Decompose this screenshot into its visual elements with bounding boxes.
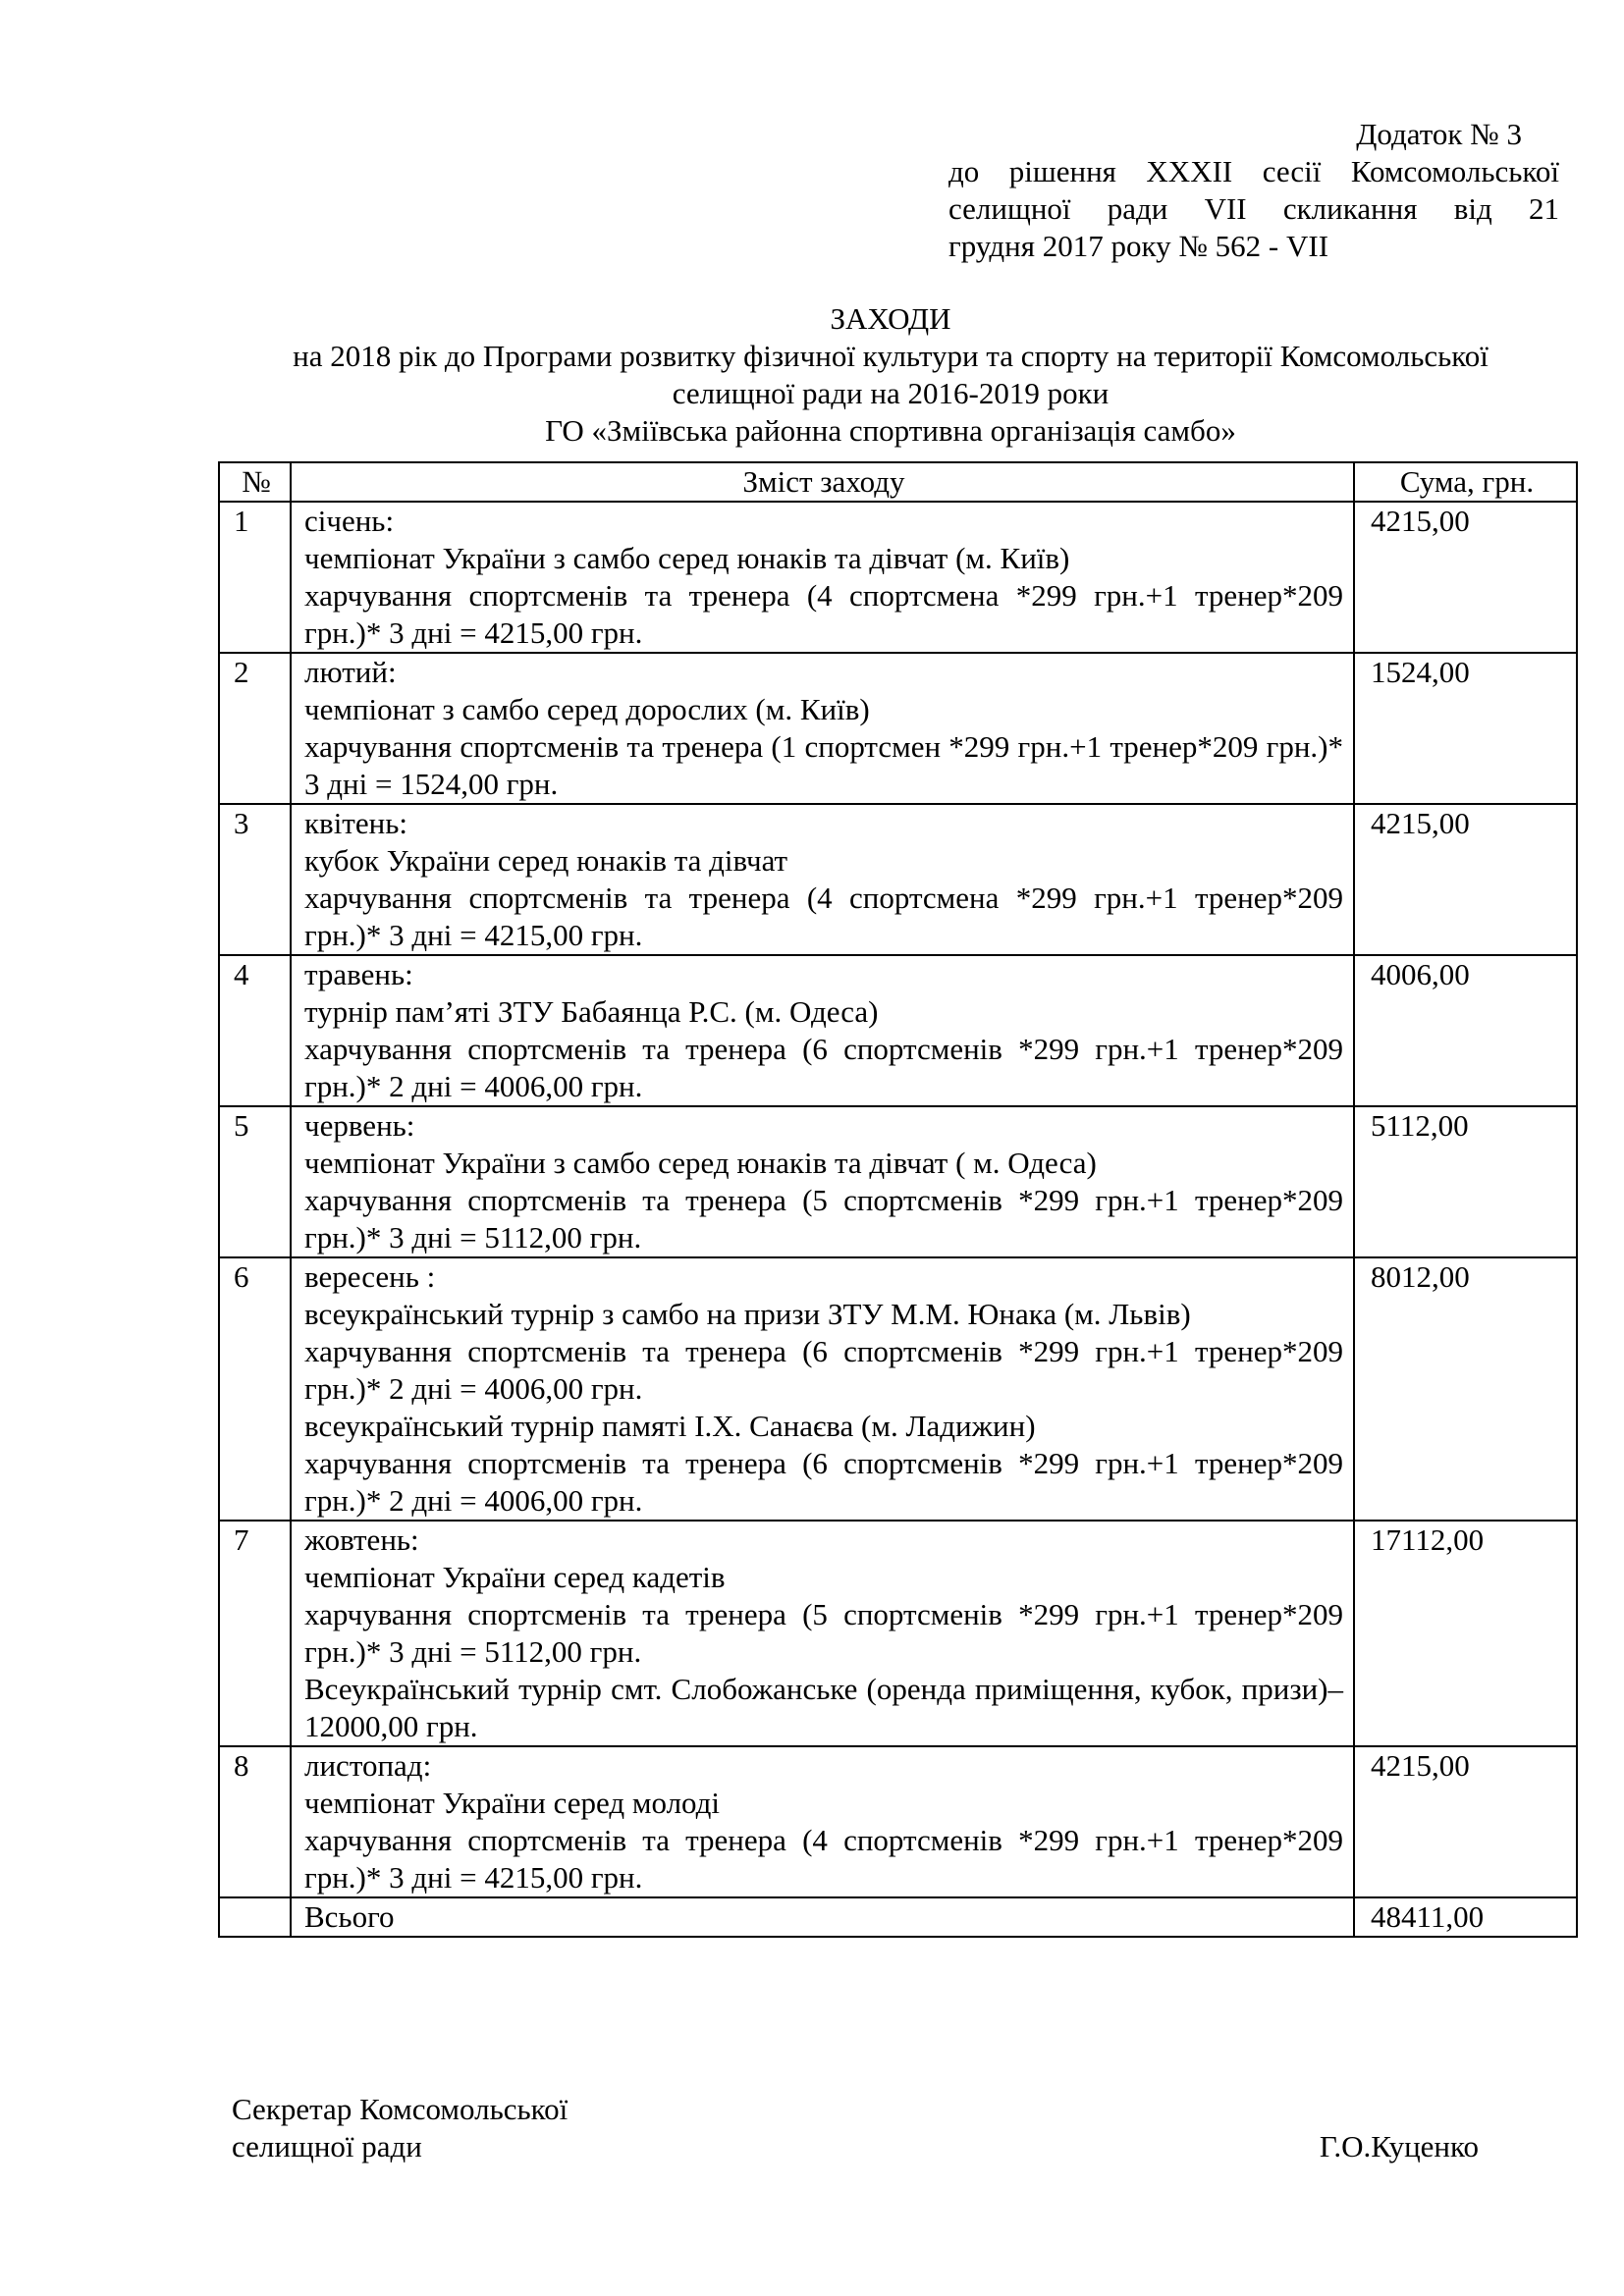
title-line: селищної ради на 2016-2019 роки — [672, 376, 1110, 410]
row-detail-line: кубок України серед юнаків та дівчат — [304, 843, 788, 878]
row-content — [291, 955, 1354, 1106]
row-detail-line: харчування спортсменів та тренера (5 спортсменів *299 грн.+1 тренер*209 грн.)* 3 дні = 5112,00 грн. — [304, 1597, 1343, 1669]
table-row — [219, 955, 1577, 1106]
row-month: вересень : — [304, 1259, 436, 1294]
title-heading: ЗАХОДИ — [830, 301, 951, 336]
row-content — [291, 1521, 1354, 1746]
total-number-cell — [219, 1897, 291, 1937]
row-content — [291, 804, 1354, 955]
header-content: Зміст заходу — [291, 462, 1354, 502]
row-number: 7 — [219, 1521, 291, 1746]
row-sum: 1524,00 — [1354, 653, 1577, 804]
table-row — [219, 653, 1577, 804]
document-title — [218, 300, 1563, 450]
row-number: 5 — [219, 1106, 291, 1257]
table-row — [219, 1746, 1577, 1897]
total-row — [219, 1897, 1577, 1937]
row-sum: 4215,00 — [1354, 1746, 1577, 1897]
row-detail-line: чемпіонат України з самбо серед юнаків та дівчат ( м. Одеса) — [304, 1146, 1097, 1180]
signature-title: селищної ради — [232, 2129, 422, 2163]
table-header-row — [219, 462, 1577, 502]
row-detail-line: харчування спортсменів та тренера (6 спортсменів *299 грн.+1 тренер*209 грн.)* 2 дні = 4006,00 грн. — [304, 1334, 1343, 1406]
row-number: 3 — [219, 804, 291, 955]
addendum-number: Додаток № 3 — [1356, 117, 1522, 151]
signature-title: Секретар Комсомольської — [232, 2092, 568, 2126]
row-detail-line: харчування спортсменів та тренера (4 спортсмена *299 грн.+1 тренер*209 грн.)* 3 дні = 4215,00 грн. — [304, 881, 1343, 952]
row-detail-line: харчування спортсменів та тренера (1 спортсмен *299 грн.+1 тренер*209 грн.)* 3 дні = 1524,00 грн. — [304, 729, 1343, 801]
table-row — [219, 502, 1577, 653]
row-sum: 4215,00 — [1354, 502, 1577, 653]
header-sum: Сума, грн. — [1354, 462, 1577, 502]
header-number: № — [219, 462, 291, 502]
row-content — [291, 502, 1354, 653]
row-number: 1 — [219, 502, 291, 653]
row-number: 4 — [219, 955, 291, 1106]
signatory-name: Г.О.Куценко — [1319, 2129, 1479, 2163]
row-month: червень: — [304, 1108, 415, 1143]
addendum-line: до рішення XXXII сесії Комсомольської — [948, 154, 1559, 188]
row-detail-line: харчування спортсменів та тренера (4 спортсмена *299 грн.+1 тренер*209 грн.)* 3 дні = 4215,00 грн. — [304, 578, 1343, 650]
measures-table — [218, 461, 1578, 1938]
row-detail-line: турнір пам’яті ЗТУ Бабаянца Р.С. (м. Одеса) — [304, 994, 879, 1029]
row-sum: 4006,00 — [1354, 955, 1577, 1106]
addendum-line: грудня 2017 року № 562 - VII — [948, 229, 1329, 263]
row-sum: 8012,00 — [1354, 1257, 1577, 1521]
row-content — [291, 1746, 1354, 1897]
row-month: листопад: — [304, 1748, 432, 1783]
row-detail-line: чемпіонат України серед кадетів — [304, 1560, 726, 1594]
row-month: травень: — [304, 957, 413, 991]
row-month: лютий: — [304, 655, 397, 689]
row-detail-line: харчування спортсменів та тренера (6 спортсменів *299 грн.+1 тренер*209 грн.)* 2 дні = 4006,00 грн. — [304, 1446, 1343, 1518]
row-detail-line: харчування спортсменів та тренера (4 спортсменів *299 грн.+1 тренер*209 грн.)* 3 дні = 4215,00 грн. — [304, 1823, 1343, 1895]
row-month: жовтень: — [304, 1522, 419, 1557]
row-detail-line: Всеукраїнський турнір смт. Слобожанське (оренда приміщення, кубок, призи)– 12000,00 грн. — [304, 1672, 1343, 1743]
table-row — [219, 1106, 1577, 1257]
row-sum: 17112,00 — [1354, 1521, 1577, 1746]
signature-block — [232, 2091, 1479, 2165]
row-number: 2 — [219, 653, 291, 804]
row-content — [291, 1106, 1354, 1257]
row-sum: 4215,00 — [1354, 804, 1577, 955]
table-row — [219, 1257, 1577, 1521]
row-detail-line: харчування спортсменів та тренера (5 спортсменів *299 грн.+1 тренер*209 грн.)* 3 дні = 5112,00 грн. — [304, 1183, 1343, 1255]
table-body — [219, 502, 1577, 1897]
row-detail-line: всеукраїнський турнір памяті І.Х. Санаєва (м. Ладижин) — [304, 1409, 1036, 1443]
row-content — [291, 653, 1354, 804]
row-content — [291, 1257, 1354, 1521]
row-sum: 5112,00 — [1354, 1106, 1577, 1257]
addendum-line: селищної ради VII скликання від 21 — [948, 191, 1559, 226]
row-month: квітень: — [304, 806, 407, 840]
row-number: 8 — [219, 1746, 291, 1897]
row-detail-line: харчування спортсменів та тренера (6 спортсменів *299 грн.+1 тренер*209 грн.)* 2 дні = 4006,00 грн. — [304, 1032, 1343, 1103]
total-sum: 48411,00 — [1354, 1897, 1577, 1937]
row-detail-line: чемпіонат України з самбо серед юнаків та дівчат (м. Київ) — [304, 541, 1070, 575]
row-month: січень: — [304, 504, 395, 538]
title-line: на 2018 рік до Програми розвитку фізичної культури та спорту на території Комсомольської — [293, 339, 1489, 373]
row-detail-line: всеукраїнський турнір з самбо на призи ЗТУ М.М. Юнака (м. Львів) — [304, 1297, 1191, 1331]
table-row — [219, 1521, 1577, 1746]
row-detail-line: чемпіонат з самбо серед дорослих (м. Київ) — [304, 692, 870, 726]
row-detail-line: чемпіонат України серед молоді — [304, 1786, 721, 1820]
addendum-block — [948, 116, 1559, 265]
table-row — [219, 804, 1577, 955]
organization-name: ГО «Зміївська районна спортивна організація самбо» — [545, 413, 1236, 448]
total-label: Всього — [291, 1897, 1354, 1937]
row-number: 6 — [219, 1257, 291, 1521]
